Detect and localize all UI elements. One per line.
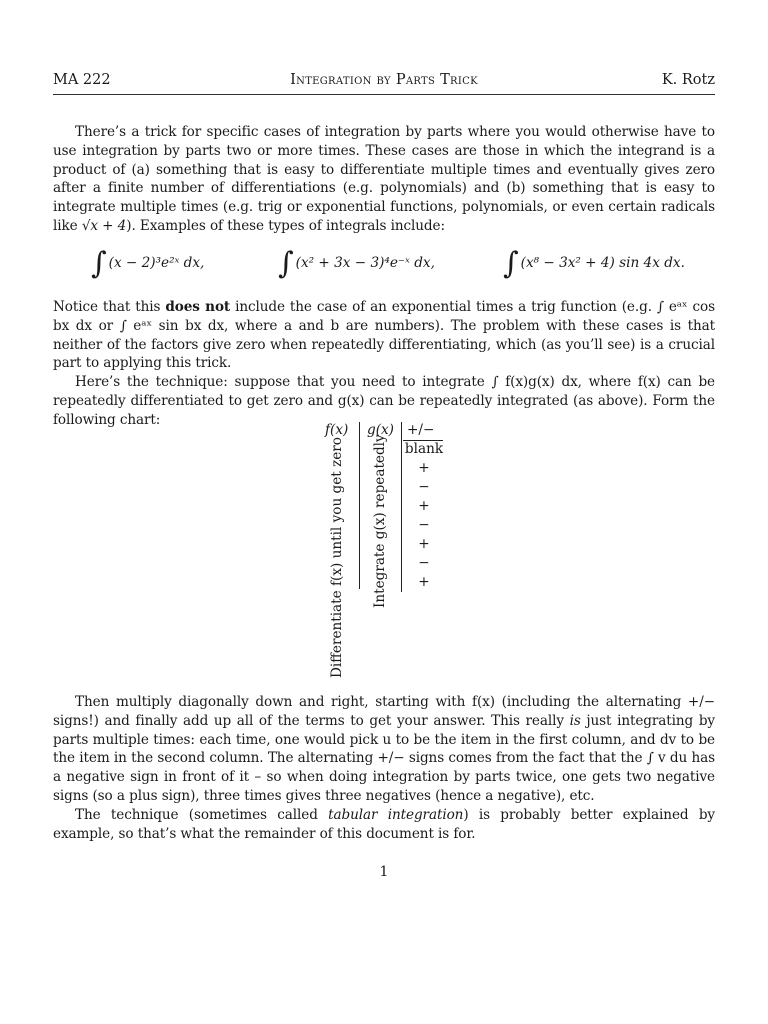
sign-row: +	[418, 536, 430, 552]
intro-text-2: ). Examples of these types of integrals include:	[126, 217, 445, 234]
course-code: MA 222	[53, 72, 111, 88]
differentiate-column-label: Differentiate f(x) until you get zero	[329, 437, 345, 678]
chart-divider-2	[401, 422, 402, 592]
header-rule	[53, 94, 715, 95]
notice-text-1: Notice that this	[53, 299, 166, 315]
integral-sign: ∫	[278, 246, 294, 281]
integral-expression: (x² + 3x − 3)⁴e⁻ˣ dx,	[295, 255, 435, 271]
notice-emphasis: does not	[165, 299, 231, 315]
radical-expression: √x + 4	[81, 217, 127, 234]
page-number: 1	[379, 864, 389, 880]
integral-sign: ∫	[503, 246, 519, 281]
sign-row: +	[418, 498, 430, 514]
closing-paragraph	[53, 806, 715, 844]
chart-header-g: g(x)	[367, 422, 394, 438]
chart-divider-1	[359, 422, 360, 589]
integrate-column-label: Integrate g(x) repeatedly	[372, 434, 388, 608]
method-text-2: just integrating by parts multiple times: each time, one would pick u to be the item in the first column, and dv to be the item in the second column. The alternating +/− signs comes from the fact that the ∫ v du has a negative sign in front of it – so when doing integration by parts twice, one gets two negative signs (so a plus sign), three times gives three negatives (hence a negative), etc.	[53, 712, 716, 804]
intro-text-1: There’s a trick for specific cases of integration by parts where you would otherwise have to use integration by parts two or more times. These cases are those in which the integrand is a product of (a) something that is easy to differentiate multiple times and eventually gives zero after a finite number of differentiations (e.g. polynomials) and (b) something that is easy to integrate multiple times (e.g. trig or exponential functions, polynomials, or even certain radicals like	[53, 124, 715, 234]
sign-row: blank	[404, 441, 444, 457]
method-text-1: Then multiply diagonally down and right, starting with f(x) (including the alternating +/− signs!) and finally add up all of the terms to get your answer. This really	[53, 694, 715, 729]
example-integral-3	[503, 246, 685, 281]
intro-paragraph	[53, 123, 715, 236]
example-integral-1	[91, 246, 205, 281]
example-integrals	[53, 248, 715, 288]
closing-text-2: ) is probably better explained by example, so that’s what the remainder of this document is for.	[53, 807, 715, 842]
closing-text-1: The technique (sometimes called	[75, 807, 329, 823]
technique-paragraph: Here’s the technique: suppose that you need to integrate ∫ f(x)g(x) dx, where f(x) can be repeatedly differentiated to get zero and g(x) can be repeatedly integrated (as above). Form the following chart:	[53, 374, 715, 428]
notice-paragraph	[53, 298, 715, 373]
document-title: Integration by Parts Trick	[290, 72, 478, 88]
method-emphasis: is	[569, 712, 581, 729]
integral-expression: (x⁸ − 3x² + 4) sin 4x dx.	[520, 255, 685, 271]
chart-header-f: f(x)	[325, 422, 349, 438]
sign-row: −	[418, 517, 430, 533]
running-header	[53, 72, 715, 94]
sign-row: −	[418, 479, 430, 495]
author-name: K. Rotz	[661, 72, 715, 88]
integral-sign: ∫	[91, 246, 107, 281]
method-paragraph	[53, 693, 715, 806]
example-integral-2	[278, 246, 435, 281]
notice-text-2: include the case of an exponential times a trig function (e.g. ∫ eᵃˣ cos bx dx or ∫ eᵃˣ sin bx dx, where a and b are numbers). The problem with these cases is that neither of the factors give zero when repeatedly differentiating, which (as you’ll see) is a crucial part to applying this trick.	[53, 299, 715, 372]
chart-header-signs: +/−	[407, 422, 435, 438]
sign-row: −	[418, 555, 430, 571]
integral-expression: (x − 2)³e²ˣ dx,	[108, 255, 205, 271]
sign-row: +	[418, 460, 430, 476]
sign-row: +	[418, 574, 430, 590]
closing-emphasis: tabular integration	[328, 807, 464, 823]
tabular-chart	[315, 420, 465, 690]
